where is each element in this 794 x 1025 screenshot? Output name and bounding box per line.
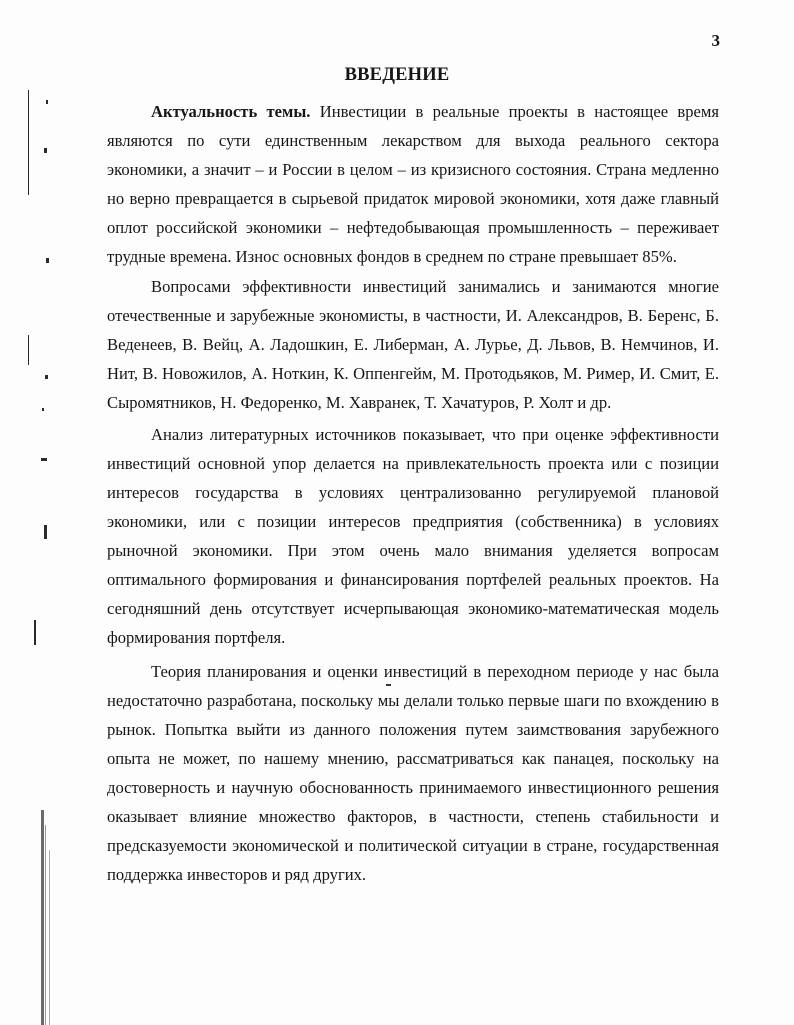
page-number: 3 <box>711 31 720 50</box>
paragraph-researchers: Вопросами эффективности инвестиций занимались и занимаются многие отечественные и зарубежные экономисты, в частности, И. Александров, В. Беренс, Б. Веденеев, В. Вейц, А. Ладошкин, Е. Либерман, А. Лурье, Д. Львов, В. Немчинов, И. Нит, В. Новожилов, А. Ноткин, К. Оппенгейм, М. Протодьяков, М. Ример, И. Смит, Е. Сыромятников, Н. Федоренко, М. Хавранек, Т. Хачатуров, Р. Холт и др. <box>107 277 719 412</box>
paragraph-theory: Теория планирования и оценки инвестиций в переходном периоде у нас была недостаточно разработана, поскольку мы делали только первые шаги по вхождению в рынок. Попытка выйти из данного положения путем заимствования зарубежного опыта не может, по нашему мнению, рассматриваться как панацея, поскольку на достоверность и научную обоснованность принимаемого инвестиционного решения оказывает влияние множество факторов, в частности, степень стабильности и предсказуемости экономической и политической ситуации в стране, государственная поддержка инвесторов и ряд других. <box>107 662 719 884</box>
paragraph-lead: Актуальность темы. <box>151 102 311 121</box>
scan-speck <box>386 684 391 686</box>
section-title: ВВЕДЕНИЕ <box>344 65 450 85</box>
paragraph-analysis: Анализ литературных источников показывает, что при оценке эффективности инвестиций основной упор делается на привлекательность проекта или с позиции интересов государства в условиях централизованно регулируемой плановой экономики, или с позиции интересов предприятия (собственника) в условиях рыночной экономики. При этом очень мало внимания уделяется вопросам оптимального формирования и финансирования портфелей реальных проектов. На сегодняшний день отсутствует исчерпывающая экономико-математическая модель формирования портфеля. <box>107 425 719 647</box>
paragraph-relevance <box>107 97 719 271</box>
scan-edge-artifacts <box>28 90 68 1025</box>
body-text <box>107 97 719 889</box>
paragraph-text: Инвестиции в реальные проекты в настоящее время являются по сути единственным лекарством для выхода реального сектора экономики, а значит – и России в целом – из кризисного состояния. Страна медленно но верно превращается в сырьевой придаток мировой экономики, хотя даже главный оплот российской экономики – нефтедобывающая промышленность – переживает трудные времена. Износ основных фондов в среднем по стране превышает 85%. <box>107 102 719 266</box>
